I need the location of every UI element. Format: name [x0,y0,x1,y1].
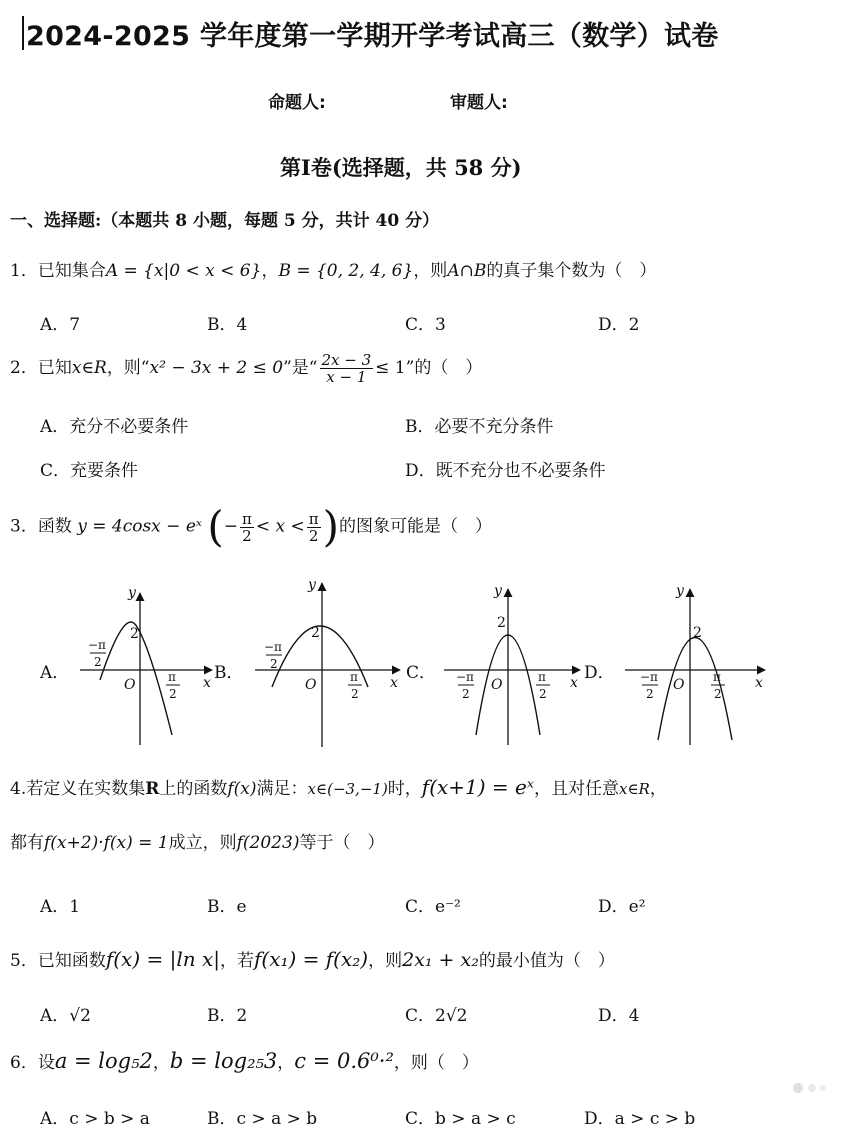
tick-neg-pi: −π [88,638,106,652]
question-number: 1． [10,261,38,281]
q4-text-b: 上的函数 [159,779,228,799]
question-number: 5． [10,951,38,971]
tick-two-den: 2 [714,687,722,701]
origin-label: O [673,677,685,693]
graph-b [255,577,400,747]
volume-title: 第Ⅰ卷(选择题，共 58 分) [280,155,522,180]
fraction-pi-over-2 [307,511,321,544]
q6-option-c: C．b > a > c [405,1109,516,1129]
q5-option-c: C．2√2 [405,1006,468,1026]
functional-equation: f(x+1) = eˣ [421,775,534,799]
equality-expression: f(x₁) = f(x₂) [253,947,369,971]
intersection-expression: A∩B [447,261,487,281]
two: 2 [242,526,252,545]
fraction-denominator: x − 1 [326,368,367,386]
tick-neg-pi: −π [640,670,658,684]
axis-y-label: y [676,583,684,599]
graph-d [625,583,765,745]
range-middle: < x < [255,516,305,537]
q1-option-c: C．3 [405,315,446,335]
question-5 [10,946,615,971]
domain-expression: x∈(−3,−1) [307,780,388,798]
q4-text-g: 都有 [10,833,44,853]
function-expression: y = 4cosx − eˣ [77,516,202,537]
question-number: 6． [10,1053,38,1073]
q2-option-b: B．必要不充分条件 [405,417,554,437]
tick-pi: π [350,670,358,684]
graph-label-d: D． [584,663,615,683]
q5-option-b: B．2 [207,1006,248,1026]
q1-sep: ， [261,261,279,281]
question-number: 2． [10,358,38,378]
target-expression: 2x₁ + x₂ [402,949,479,971]
graph-c [444,583,580,745]
q3-text-a: 函数 [37,516,72,537]
section-title: 一、选择题:（本题共 8 小题，每题 5 分，共计 40 分） [10,211,440,231]
question-number: 4. [10,779,27,799]
function-expression: f(x) = |ln x| [105,947,220,971]
q5-option-d: D．4 [598,1006,640,1026]
q4-option-d: D．e² [598,897,646,917]
origin-label: O [491,677,503,693]
axis-y-label: y [128,585,136,601]
question-2 [10,352,482,385]
minus-sign: − [223,516,238,537]
fraction-neg-pi-over-2 [240,511,254,544]
tick-pi: π [713,670,721,684]
tick-two: 2 [497,615,506,631]
q4-text-e: ，且对任意 [533,779,619,799]
condition-expression: x∈R [71,358,107,378]
q6-text-a: 设 [37,1053,55,1073]
q4-option-c: C．e⁻² [405,897,461,917]
fraction [320,352,374,385]
exam-title: 2024-2025 学年度第一学期开学考试高三（数学）试卷 [26,21,719,52]
q4-option-b: B．e [207,897,247,917]
f-2023: f(2023) [236,833,300,853]
two: 2 [308,526,319,545]
question-1 [10,256,656,281]
question-4-line-1 [10,774,667,799]
tick-neg-pi: −π [456,670,474,684]
tick-pi: π [538,670,546,684]
origin-label: O [124,677,136,693]
tick-two: 2 [693,625,702,641]
question-number: 3． [10,516,38,537]
watermark-icon [790,1080,830,1096]
axis-y-label: y [494,583,502,599]
graph-options-svg [0,575,860,755]
q6-text-b: ，则（ ） [393,1053,479,1073]
pi: π [308,509,319,528]
q2-text-d: ”的（ ） [405,358,483,378]
question-4-line-2 [10,828,384,853]
q4-option-a: A．1 [40,897,81,917]
q2-option-a: A．充分不必要条件 [40,417,189,437]
q5-text-a: 已知函数 [37,951,106,971]
q6-option-b: B．c > a > b [207,1109,318,1129]
q5-text-d: 的最小值为（ ） [478,951,615,971]
left-paren: ( [207,502,224,551]
tick-two-den: 2 [462,687,470,701]
q4-text-i: 等于（ ） [299,833,385,853]
axis-x-label: x [390,675,398,691]
q2-text-c: ”是“ [283,358,318,378]
expression-c: c = 0.6⁰·² [294,1049,394,1073]
tick-two-den: 2 [169,687,177,701]
q6-sep: ， [277,1053,295,1073]
graph-label-c: C． [406,663,437,683]
q4-text-c: 满足： [256,779,308,799]
question-6 [10,1048,479,1073]
text-cursor [22,16,24,50]
q1-text-c: 的真子集个数为（ ） [486,261,657,281]
product-equation: f(x+2)·f(x) = 1 [44,833,169,853]
q1-text-b: ，则 [413,261,448,281]
q5-text-b: ，若 [219,951,254,971]
tick-two-den: 2 [646,687,654,701]
graph-label-b: B． [214,663,244,683]
axis-x-label: x [203,675,211,691]
q5-text-c: ，则 [368,951,403,971]
q6-sep: ， [152,1053,170,1073]
q4-text-a: 若定义在实数集 [26,779,146,799]
axis-x-label: x [755,675,763,691]
q2-option-d: D．既不充分也不必要条件 [405,461,606,481]
inequality-2-tail: ≤ 1 [375,358,406,378]
function-fx: f(x) [227,779,257,799]
q1-option-b: B．4 [207,315,248,335]
q1-option-d: D．2 [598,315,640,335]
tick-neg-pi: −π [264,640,282,654]
graph-a [80,585,212,745]
inequality-1: x² − 3x + 2 ≤ 0 [149,358,284,378]
q5-option-a: A．√2 [40,1006,91,1026]
reviewer-label: 审题人: [450,93,508,113]
q3-text-b: 的图象可能是（ ） [338,516,492,537]
set-b-expression: B = {0, 2, 4, 6} [278,261,414,281]
tick-two-den: 2 [351,687,359,701]
setter-label: 命题人: [268,93,326,113]
q6-option-d: D．a > c > b [584,1109,696,1129]
tick-two: 2 [130,626,139,642]
expression-b: b = log₂₅3 [169,1049,278,1073]
q1-text-a: 已知集合 [37,261,106,281]
axis-x-label: x [570,675,578,691]
q2-option-c: C．充要条件 [40,461,139,481]
set-a-expression: A = {x|0 < x < 6} [105,261,262,281]
question-3 [10,502,492,551]
tick-two-den: 2 [94,655,102,669]
q2-text-a: 已知 [37,358,72,378]
pi: π [241,509,252,528]
q4-text-h: 成立，则 [168,833,237,853]
expression-a: a = log₅2 [54,1049,153,1073]
right-paren: ) [322,502,339,551]
x-in-r: x∈R [618,780,650,798]
graph-label-a: A． [40,663,70,683]
q2-text-b: ，则“ [106,358,150,378]
q1-option-a: A．7 [40,315,81,335]
q4-text-d: 时， [387,779,422,799]
tick-pi: π [168,670,176,684]
tick-two-den: 2 [539,687,547,701]
q6-option-a: A．c > b > a [40,1109,150,1129]
origin-label: O [305,677,317,693]
tick-two-den: 2 [270,657,278,671]
tick-two: 2 [311,625,320,641]
real-set-symbol: R [145,779,160,799]
axis-y-label: y [308,577,316,593]
fraction-numerator: 2x − 3 [321,351,372,369]
q4-text-f: ， [649,779,667,799]
